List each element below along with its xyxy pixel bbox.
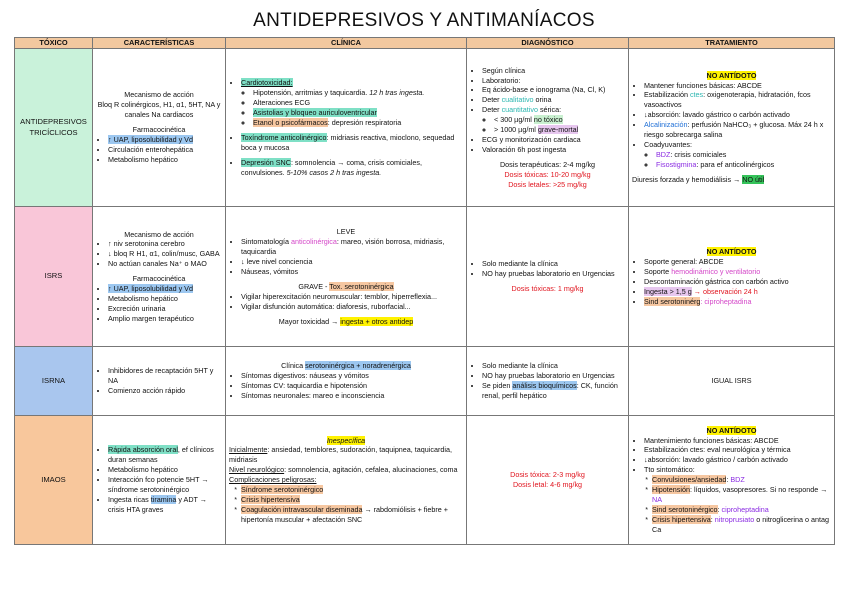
- clinica-cell: LEVE • Sintomatología anticolinérgica: mareo, visión borrosa, midriasis, taquicardia • ↓ leve nivel conciencia • Náuseas, vómitos GRAVE - Tox. serotoninérgica • Vigilar hiperexcitación neuromuscular: temblor, hiperreflexia... • Vigilar disfunción automática: diaforesis, ruborfacial... Mayor toxicidad → ingesta + otros antidep: [226, 207, 467, 347]
- toxic-name: ISRS: [15, 207, 93, 347]
- list-item: • Depresión SNC: somnolencia → coma, crisis comiciales, convulsiones. 5-10% casos 2 h tras ingesta.: [241, 158, 463, 178]
- tratamiento-cell: IGUAL ISRS: [629, 347, 835, 416]
- summary-table: [14, 37, 835, 545]
- list-item: • ↑ UAP, liposolubilidad y Vd: [108, 135, 222, 145]
- list-item: • Toxíndrome anticolinérgico: midriasis reactiva, mioclono, sequedad boca y mucosa: [241, 133, 463, 153]
- caracteristicas-cell: • Inhibidores de recaptación 5HT y NA • Comienzo acción rápido: [93, 347, 226, 416]
- table-row: [15, 416, 835, 545]
- no-antidoto-badge: NO ANTÍDOTO: [706, 246, 757, 256]
- header-toxico: TÓXICO: [15, 38, 93, 49]
- page-title: ANTIDEPRESIVOS Y ANTIMANÍACOS: [253, 10, 595, 31]
- clinica-cell: [226, 49, 467, 207]
- diagnostico-cell: • Solo mediante la clínica • NO hay pruebas laboratorio en Urgencias • Se piden análisis bioquímicos: CK, función renal, perfil hepático: [467, 347, 629, 416]
- header-row: [15, 38, 835, 49]
- table-row: [15, 347, 835, 416]
- tratamiento-cell: NO ANTÍDOTO • Mantenimiento funciones básicas: ABCDE • Estabilización ctes: eval neurológica y térmica • ↓absorción: lavado gástrico / carbón activado • Tto sintomático: * Convulsiones/ansiedad: BDZ * Hipotensión: líquidos, vasopresores. Si no responde → NA * Sind serotoninérgico: ciproheptadina * Crisis hipertensiva: nitroprusiato o nitroglicerina o antag Ca: [629, 416, 835, 545]
- mecanismo-title: Mecanismo de acción: [124, 90, 194, 100]
- list-item: • Cardiotoxicidad: ◦ Hipotensión, arritmias y taquicardia. 12 h tras ingesta. ◦ Alteraciones ECG ◦ Asistolias y bloqueo auriculoventricular ◦ Etanol o psicofármacos: depresión respiratoria: [241, 78, 463, 128]
- list-item: • Metabolismo hepático: [108, 155, 222, 165]
- toxic-name: IMAOS: [15, 416, 93, 545]
- diagnostico-cell: Dosis tóxica: 2-3 mg/kg Dosis letal: 4-6 mg/kg: [467, 416, 629, 545]
- caracteristicas-cell: • Rápida absorción oral, ef clínicos duran semanas • Metabolismo hepático • Interacción fco potencie 5HT → síndrome serotoninérgico • Ingesta ricas tiramina y ADT → crisis HTA graves: [93, 416, 226, 545]
- tratamiento-cell: NO ANTÍDOTO • Mantener funciones básicas: ABCDE • Estabilización ctes: oxigenoterapia, hidratación, fcos vasoactivos • ↓absorción: lavado gástrico o carbón activado • Alcalinización: perfusión NaHCO₃ + glucosa. Máx 24 h x riesgo sobrecarga salina • Coadyuvantes: ◦ BDZ: crisis comiciales ◦ Fisostigmina: para ef anticolinérgicos Diuresis forzada y hemodiálisis → NO útil: [629, 49, 835, 207]
- header-caracteristicas: CARACTERÍSTICAS: [93, 38, 226, 49]
- clinica-cell: Inespecífica Inicialmente: ansiedad, temblores, sudoración, taquipnea, taquicardia, midriasis Nivel neurológico: somnolencia, agitación, cefalea, alucinaciones, coma Complicaciones peligrosas: * Síndrome serotoninérgico * Crisis hipertensiva * Coagulación intravascular diseminada → rabdomiólisis + fiebre + hipertonía muscular + afectación SNC: [226, 416, 467, 545]
- down-arrow-icon: ↓: [644, 455, 648, 465]
- farmacocinetica-title: Farmacocinética: [132, 125, 186, 135]
- list-item: • Circulación enterohepática: [108, 145, 222, 155]
- diagnostico-cell: • Solo mediante la clínica • NO hay pruebas laboratorio en Urgencias Dosis tóxicas: 1 mg/kg: [467, 207, 629, 347]
- dosis-letales: Dosis letales: >25 mg/kg: [508, 179, 587, 189]
- dosis-terapeuticas: Dosis terapéuticas: 2-4 mg/kg: [499, 160, 596, 170]
- caracteristicas-cell: [93, 49, 226, 207]
- clinica-cell: Clínica serotoninérgica + noradrenérgica • Síntomas digestivos: náuseas y vómitos • Síntomas CV: taquicardia e hipotensión • Síntomas neuronales: mareo e inconsciencia: [226, 347, 467, 416]
- tratamiento-cell: NO ANTÍDOTO • Soporte general: ABCDE • Soporte hemodinámico y ventilatorio • Descontaminación gástrica con carbón activo • Ingesta > 1,5 g → observación 24 h • Sind serotoninérg: ciproheptadina: [629, 207, 835, 347]
- toxic-name: ANTIDEPRESIVOS TRICÍCLICOS: [15, 49, 93, 207]
- no-antidoto-badge: NO ANTÍDOTO: [706, 425, 757, 435]
- mecanismo-text: Bloq R colinérgicos, H1, α1, 5HT, NA y canales Na cardiacos: [97, 100, 221, 120]
- header-clinica: CLÍNICA: [226, 38, 467, 49]
- table-row: [15, 49, 835, 207]
- diagnostico-cell: • Según clínica • Laboratorio: • Eq ácido-base e ionograma (Na, Cl, K) • Deter cualitativo orina • Deter cuantitativo sérica: ◦ < 300 µg/ml no tóxico ◦ > 1000 µg/ml grave-mortal • ECG y monitorización cardiaca • Valoración 6h post ingesta Dosis terapéuticas: 2-4 mg/kg Dosis tóxicas: 10-20 mg/kg Dosis letales: >25 mg/kg: [467, 49, 629, 207]
- farmacocinetica-list: [96, 135, 222, 165]
- dosis-toxicas: Dosis tóxicas: 10-20 mg/kg: [504, 169, 591, 179]
- caracteristicas-cell: Mecanismo de acción • ↑ niv serotonina cerebro • ↓ bloq R H1, α1, colin/musc, GABA • No actúan canales Na⁺ o MAO Farmacocinética • ↑ UAP, liposolubilidad y Vd • Metabolismo hepático • Excreción urinaria • Amplio margen terapéutico: [93, 207, 226, 347]
- header-tratamiento: TRATAMIENTO: [629, 38, 835, 49]
- down-arrow-icon: ↓: [644, 110, 648, 120]
- header-diagnostico: DIAGNÓSTICO: [467, 38, 629, 49]
- table-row: [15, 207, 835, 347]
- toxic-name: ISRNA: [15, 347, 93, 416]
- no-antidoto-badge: NO ANTÍDOTO: [706, 70, 757, 80]
